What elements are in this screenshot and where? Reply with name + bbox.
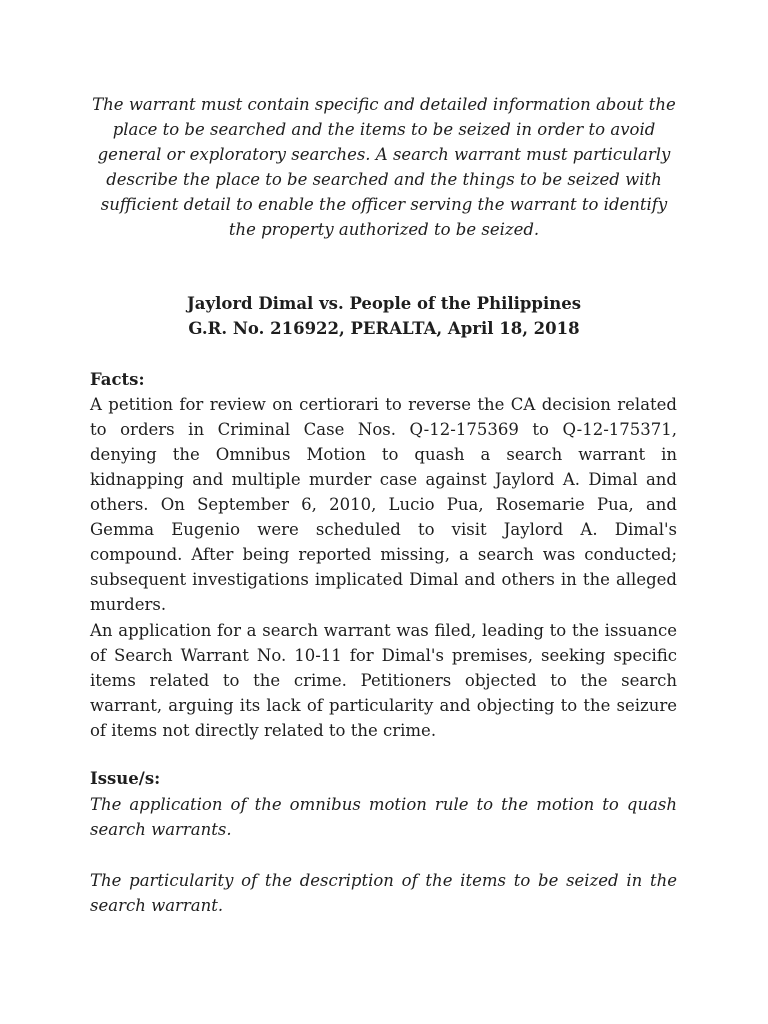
case-citation: G.R. No. 216922, PERALTA, April 18, 2018 bbox=[188, 319, 580, 338]
case-title: Jaylord Dimal vs. People of the Philippines bbox=[187, 294, 581, 313]
issues-heading: Issue/s: bbox=[90, 769, 161, 788]
issue-item-2: The particularity of the description of the items to be seized in the search warrant. bbox=[90, 871, 677, 915]
intro-paragraph: The warrant must contain specific and detailed information about the place to be searched and the items to be seized in order to avoid general or exploratory searches. A search warrant must particularly describe the place to be searched and the things to be seized with sufficient detail to enable the officer serving the warrant to identify the property authorized to be seized. bbox=[92, 95, 676, 239]
facts-heading: Facts: bbox=[90, 370, 145, 389]
facts-paragraph-1: A petition for review on certiorari to reverse the CA decision related to orders in Criminal Case Nos. Q-12-175369 to Q-12-175371, denying the Omnibus Motion to quash a search warrant in kidnapping and multiple murder case against Jaylord A. Dimal and others. On September 6, 2010, Lucio Pua, Rosemarie Pua, and Gemma Eugenio were scheduled to visit Jaylord A. Dimal's compound. After being reported missing, a search was conducted; subsequent investigations implicated Dimal and others in the alleged murders. bbox=[90, 395, 677, 614]
facts-paragraph-2: An application for a search warrant was filed, leading to the issuance of Search Warrant No. 10-11 for Dimal's premises, seeking specific items related to the crime. Petitioners objected to the search warrant, arguing its lack of particularity and objecting to the seizure of items not directly related to the crime. bbox=[90, 621, 677, 740]
issue-item-1: The application of the omnibus motion rule to the motion to quash search warrants. bbox=[90, 795, 677, 839]
case-title-block bbox=[86, 291, 682, 341]
